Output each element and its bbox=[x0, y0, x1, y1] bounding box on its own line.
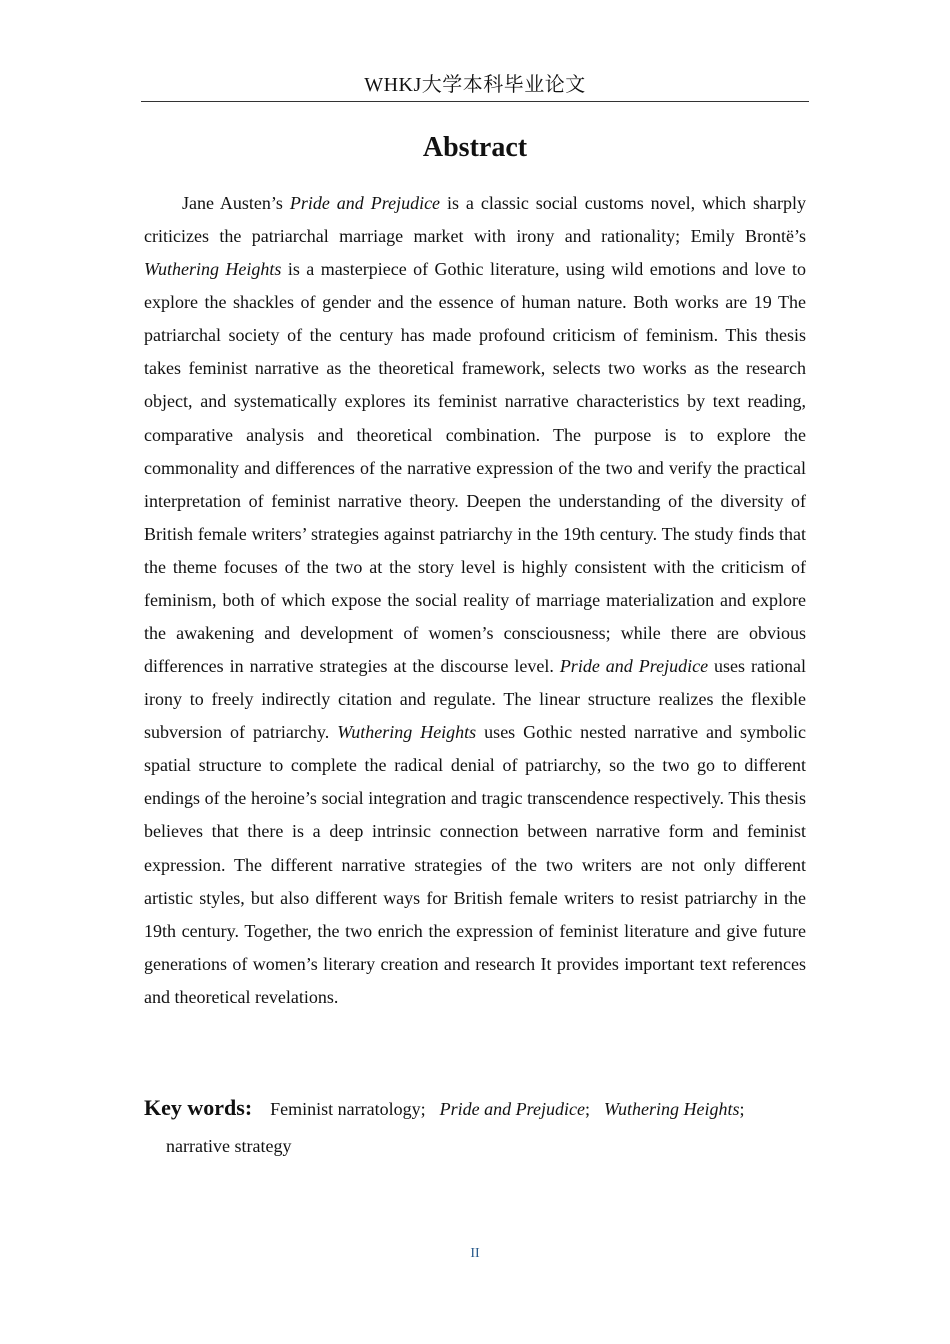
keyword-title: Pride and Prejudice bbox=[439, 1099, 585, 1119]
abstract-text: uses Gothic nested narrative and symbolic spatial structure to complete the radical denial of patriarchy, so the two go to different endings of the heroine’s social integration and tragic transcendence respectively. This thesis believes that there is a deep intrinsic connection between narrative form and feminist expression. The different narrative strategies of the two writers are not only different artistic styles, but also different ways for British female writers to resist patriarchy in the 19th century. Together, the two enrich the expression of feminist literature and give future generations of women’s literary creation and research It provides important text references and theoretical revelations. bbox=[144, 722, 806, 1007]
keywords-line bbox=[144, 1089, 806, 1128]
keyword-item-continuation: narrative strategy bbox=[166, 1136, 292, 1156]
keyword-item bbox=[440, 1099, 590, 1119]
keyword-separator: ; bbox=[739, 1099, 745, 1119]
header-rule bbox=[141, 101, 809, 102]
running-header: WHKJ大学本科毕业论文 bbox=[364, 74, 586, 96]
abstract-text: is a classic social customs novel, which sharply criticizes the patriarchal marriage market with irony and rationality; Emily Brontë’s bbox=[144, 193, 806, 247]
book-title: Wuthering Heights bbox=[337, 722, 477, 743]
abstract-text: is a masterpiece of Gothic literature, using wild emotions and love to explore the shackles of gender and the essence of human nature. Both works are 19 The patriarchal society of the century has made profound criticism of feminism. This thesis takes feminist narrative as the theoretical framework, selects two works as the research object, and systematically explores its feminist narrative characteristics by text reading, comparative analysis and theoretical combination. The purpose is to explore the commonality and differences of the narrative expression of the two and verify the practical interpretation of feminist narrative theory. Deepen the understanding of the diversity of British female writers’ strategies against patriarchy in the 19th century. The study finds that the theme focuses of the two at the story level is highly consistent with the criticism of feminism, both of which expose the social reality of marriage materialization and explore the awakening and development of women’s consciousness; while there are obvious differences in narrative strategies at the discourse level. bbox=[144, 259, 807, 677]
abstract-heading: Abstract bbox=[422, 132, 528, 163]
abstract-text: uses rational irony to freely indirectly citation and regulate. The linear structure realizes the flexible subversion of patriarchy. bbox=[144, 656, 806, 743]
keyword-title: Wuthering Heights bbox=[603, 1099, 740, 1119]
book-title: Pride and Prejudice bbox=[559, 656, 709, 677]
keyword-separator: ; bbox=[584, 1099, 590, 1119]
page-number: II bbox=[470, 1246, 480, 1261]
book-title: Pride and Prejudice bbox=[289, 193, 441, 213]
keyword-item bbox=[604, 1099, 745, 1119]
abstract-text: Jane Austen’s bbox=[182, 193, 290, 213]
book-title: Wuthering Heights bbox=[144, 259, 282, 280]
keywords-label: Key words: bbox=[144, 1095, 253, 1120]
abstract-body bbox=[144, 187, 806, 1014]
keyword-item: Feminist narratology; bbox=[270, 1099, 426, 1119]
